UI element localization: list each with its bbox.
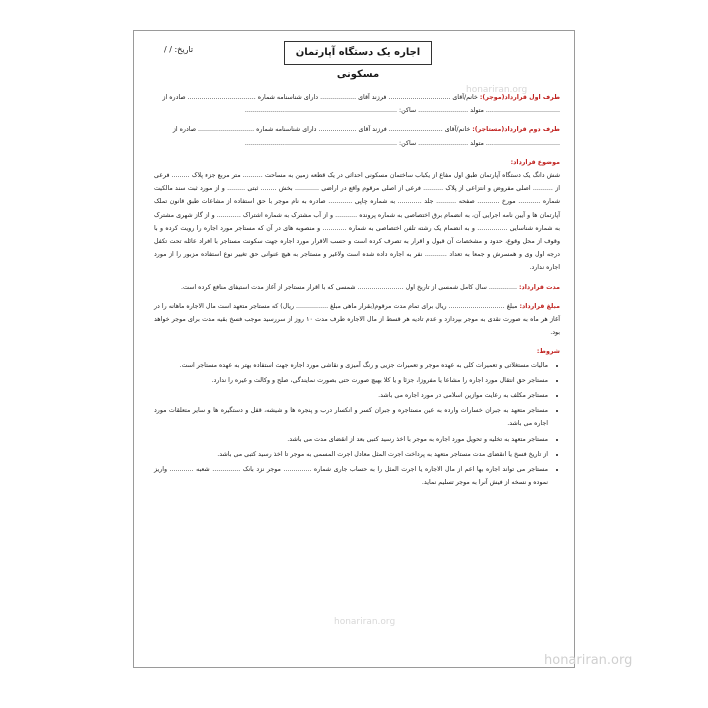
party2-line2: ..................................... متولد ......................... ساکن: ............................................................................ [244,139,560,147]
condition-item: • مستاجر مکلف به رعایت موازین اسلامی در مورد اجاره می باشد. [154,389,548,402]
condition-item: • مالیات مستغلاتی و تعمیرات کلی به عهده موجر و تعمیرات جزیی و رنگ آمیزی و نقاشی مورد اجاره جهت استفاده بهتر به عهده مستاجر است. [154,359,548,372]
subject-section [154,156,560,275]
watermark: honariran.org [544,653,633,668]
subject-text: شش دانگ یک دستگاه آپارتمان طبق اول مفاع از یکباب ساختمان مسکونی احداثی در یک قطعه زمین به مساحت .......... متر مربع جزء پلاک ......... فرعی از .......... اصلی مفروض و انتزاعی از پلاک .......... فرعی از اصلی مرقوم واقع در اراضی ............ بخش ........ ثبتی ......... و از مورد ثبت سند مالکیت شماره ........... مورخ ........... صفحه .......... جلد ............ به شماره چاپی ............ صادره به نام موجر با حق استفاده از مشاعات طبق قانون تملک آپارتمان ها و آیین نامه اجرایی آن، به انضمام برق اختصاصی به شماره پرونده ........... و از آب مشترک به شماره اشتراک ............ و از گاز شهری مشترک به شماره شناسایی ............... و به انضمام یک رشته تلفن اختصاصی به شماره ............ و منصوبه های در آن که مستاجر مورد اجاره را رویت کرده و با وقوف از محل وقوع، حدود و مشخصات آن قبول و اقرار به تصرف کرده است و حسب الاقرار مورد اجاره جهت سکونت مستاجر با افراد عائله تحت تکفل درجه اول وی و همسرش و جمعا به تعداد ........... نفر به اجاره داده شده است ولاغیر و مستاجر به هیچ عنوانی حق تغییر نوع استفاده مزبور را از مورد اجاره ندارد. [154,172,560,272]
date-field: تاریخ: / / [164,45,194,54]
condition-item: • مستاجر متعهد به تخلیه و تحویل مورد اجاره به موجر با اخذ رسید کتبی بعد از انقضای مدت می باشد. [154,433,548,446]
party1-heading: طرف اول قرارداد(موجر): [479,94,560,101]
condition-item: • مستاجر حق انتقال مورد اجاره را مشاعا یا مفروزا، جزئا و یا کلا بهیچ صورت حتی بصورت نمایندگی، صلح و وکالت و غیره را ندارد. [154,374,548,387]
amount-text: مبلغ ............................ ریال برای تمام مدت مرقوم(بقرار ماهی مبلغ ................ ریال) که مستاجر متعهد است مال الاجاره ماهانه را در آغاز هر ماه به صورت نقدی به موجر بپردازد و عدم تادیه هر قسط از مال الاجاره طرف مدت ۱۰ روز از سررسید موجب فسخ بقیه مدت برای موجر خواهد بود. [154,302,560,337]
party2-line1: خانم/آقای ........................... فرزند آقای ................... دارای شناسنامه شماره ............................ صادره از [172,126,471,134]
conditions-section [154,345,560,489]
condition-item: • مستاجر می تواند اجاره بها اعم از مال الاجاره یا اجرت المثل را به حساب جاری شماره .............. موجر نزد بانک .............. شعبه ............ واریز نموده و نسخه از فیش آنرا به موجر تسلیم نماید. [154,463,548,489]
document-title: اجاره یک دستگاه آپارتمان مسکونی [284,41,432,65]
party1-line2: ..................................... متولد ......................... ساکن: ............................................................................ [244,107,560,115]
party1-line1: خانم/آقای ............................... فرزند آقای .................. دارای شناسنامه شماره .................................. صادره از [162,94,478,101]
party2-heading: طرف دوم قرارداد(مستاجر): [472,126,560,134]
contract-body [154,91,560,491]
party2-section [154,123,560,149]
conditions-heading: شروط: [536,348,560,356]
duration-heading: مدت قرارداد: [518,283,560,291]
conditions-list [154,359,560,490]
party1-section [154,91,560,117]
document-page [133,30,633,668]
watermark: honariran.org [466,85,528,95]
condition-item: • مستاجر متعهد به جبران خسارات وارده به عین مستاجره و جبران کسر و انکسار درب و پنجره ها و شیشه، قفل و دستگیره ها و سایر متعلقات مورد اجاره می باشد. [154,404,548,430]
amount-heading: مبلغ قرارداد: [519,302,561,310]
duration-section [154,281,560,294]
subject-heading: موضوع قرارداد: [510,158,560,166]
watermark: honariran.org [334,617,396,627]
condition-item: • از تاریخ فسخ یا انقضای مدت مستاجر متعهد به پرداخت اجرت المثل معادل اجرت المسمی به موجر تا اخذ رسید کتبی می باشد. [154,448,548,461]
duration-text: .............. سال کامل شمسی از تاریخ اول ....................... شمسی که با اقرار مستاجر از آغاز مدت استیفای منافع کرده است. [180,283,517,291]
amount-section [154,300,560,340]
